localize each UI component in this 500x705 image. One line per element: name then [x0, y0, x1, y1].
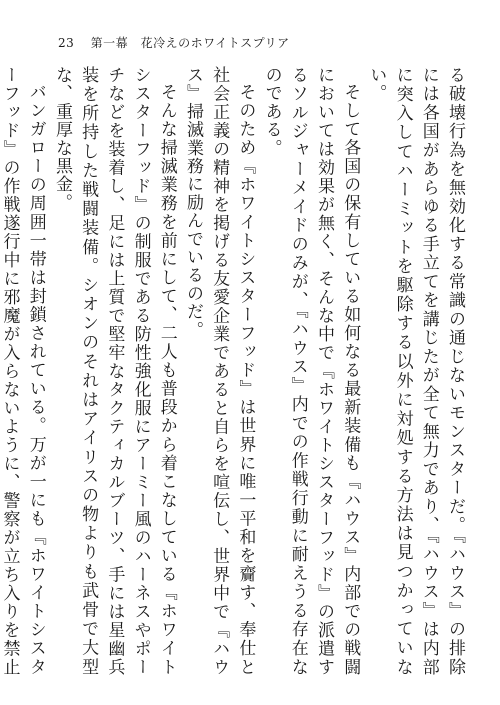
paragraph: そのため『ホワイトシスターフッド』は世界に唯一平和を齎す、奉仕と社会正義の精神を掲げる友愛企業であると自らを喧伝し、世界中で『ハウス』掃滅業務に励んでいるのだ。: [182, 66, 256, 676]
paragraph: そして各国の保有している如何なる最新装備も『ハウス』内部での戦闘においては効果が無く、そんな中で『ホワイトシスターフッド』の派遣するソルジャーメイドのみが、『ハウス』内での作戦行動に耐えうる存在なのである。: [261, 66, 361, 676]
page-number: 23: [58, 36, 75, 50]
running-title: 第一幕 花冷えのホワイトスプリア: [90, 36, 290, 50]
paragraph: バンガローの周囲一帯は封鎖されている。万が一にも『ホワイトシスターフッド』の作戦遂行中に邪魔が入らないように、警察が立ち入りを禁止: [0, 66, 46, 676]
body-text: [0, 66, 468, 676]
paragraph: そんな掃滅業務を前にして、二人も普段から着こなしている『ホワイトシスターフッド』の制服である防性強化服にアーミー風のハーネスやポーチなどを装着し、足には上質で堅牢なタクティカルブーツ、手には星幽兵装を所持した戦闘装備。シオンのそれはアイリスの物よりも武骨で大型な、重厚な黒金。: [51, 66, 177, 676]
page-header: [58, 34, 290, 51]
paragraph: る破壊行為を無効化する常識の通じないモンスターだ。『ハウス』の排除には各国があらゆる手立てを講じたが全て無力であり、『ハウス』は内部に突入してハーミットを駆除する以外に対処する方法は見つかっていない。: [366, 66, 465, 676]
